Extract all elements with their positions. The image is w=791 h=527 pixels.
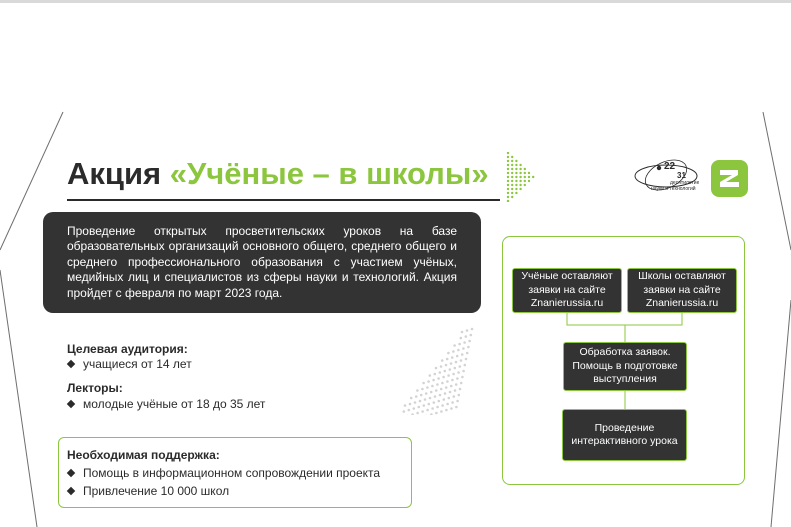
title-accent: «Учёные – в школы» — [169, 156, 489, 191]
list-item: учащиеся от 14 лет — [67, 355, 192, 373]
logo-caption-line2: науки и технологий — [651, 186, 696, 192]
flow-node-scientists: Учёные оставляют заявки на сайте Znanierussia.ru — [512, 268, 622, 313]
flow-node-lesson: Проведение интерактивного урока — [562, 409, 687, 461]
support-label: Необходимая поддержка: — [67, 448, 220, 462]
list-item: молодые учёные от 18 до 35 лет — [67, 395, 265, 413]
title-prefix: Акция — [67, 156, 162, 191]
logo-number-bottom: 31 — [677, 171, 686, 180]
logo-caption-line1: десятилетие — [670, 180, 699, 186]
lecturers-label: Лекторы: — [67, 381, 123, 395]
intro-description-box: Проведение открытых просветительских уроков на базе образовательных организаций основного общего, среднего общего и среднего профессионального образования с участием учёных, медийных лиц и специалистов из сферы науки и технологий. Акция пройдет с февраля по март 2023 года. — [43, 212, 481, 313]
logo-number-top: 22 — [664, 161, 676, 172]
flow-node-processing: Обработка заявок. Помощь в подготовке выступления — [563, 342, 687, 391]
connector-scientists — [567, 312, 625, 343]
audience-label: Целевая аудитория: — [67, 342, 188, 356]
list-item: Помощь в информационном сопровождении проекта — [67, 464, 403, 482]
connector-schools — [625, 312, 682, 325]
list-item: Привлечение 10 000 школ — [67, 482, 403, 500]
flow-node-schools: Школы оставляют заявки на сайте Znanierussia.ru — [627, 268, 737, 313]
